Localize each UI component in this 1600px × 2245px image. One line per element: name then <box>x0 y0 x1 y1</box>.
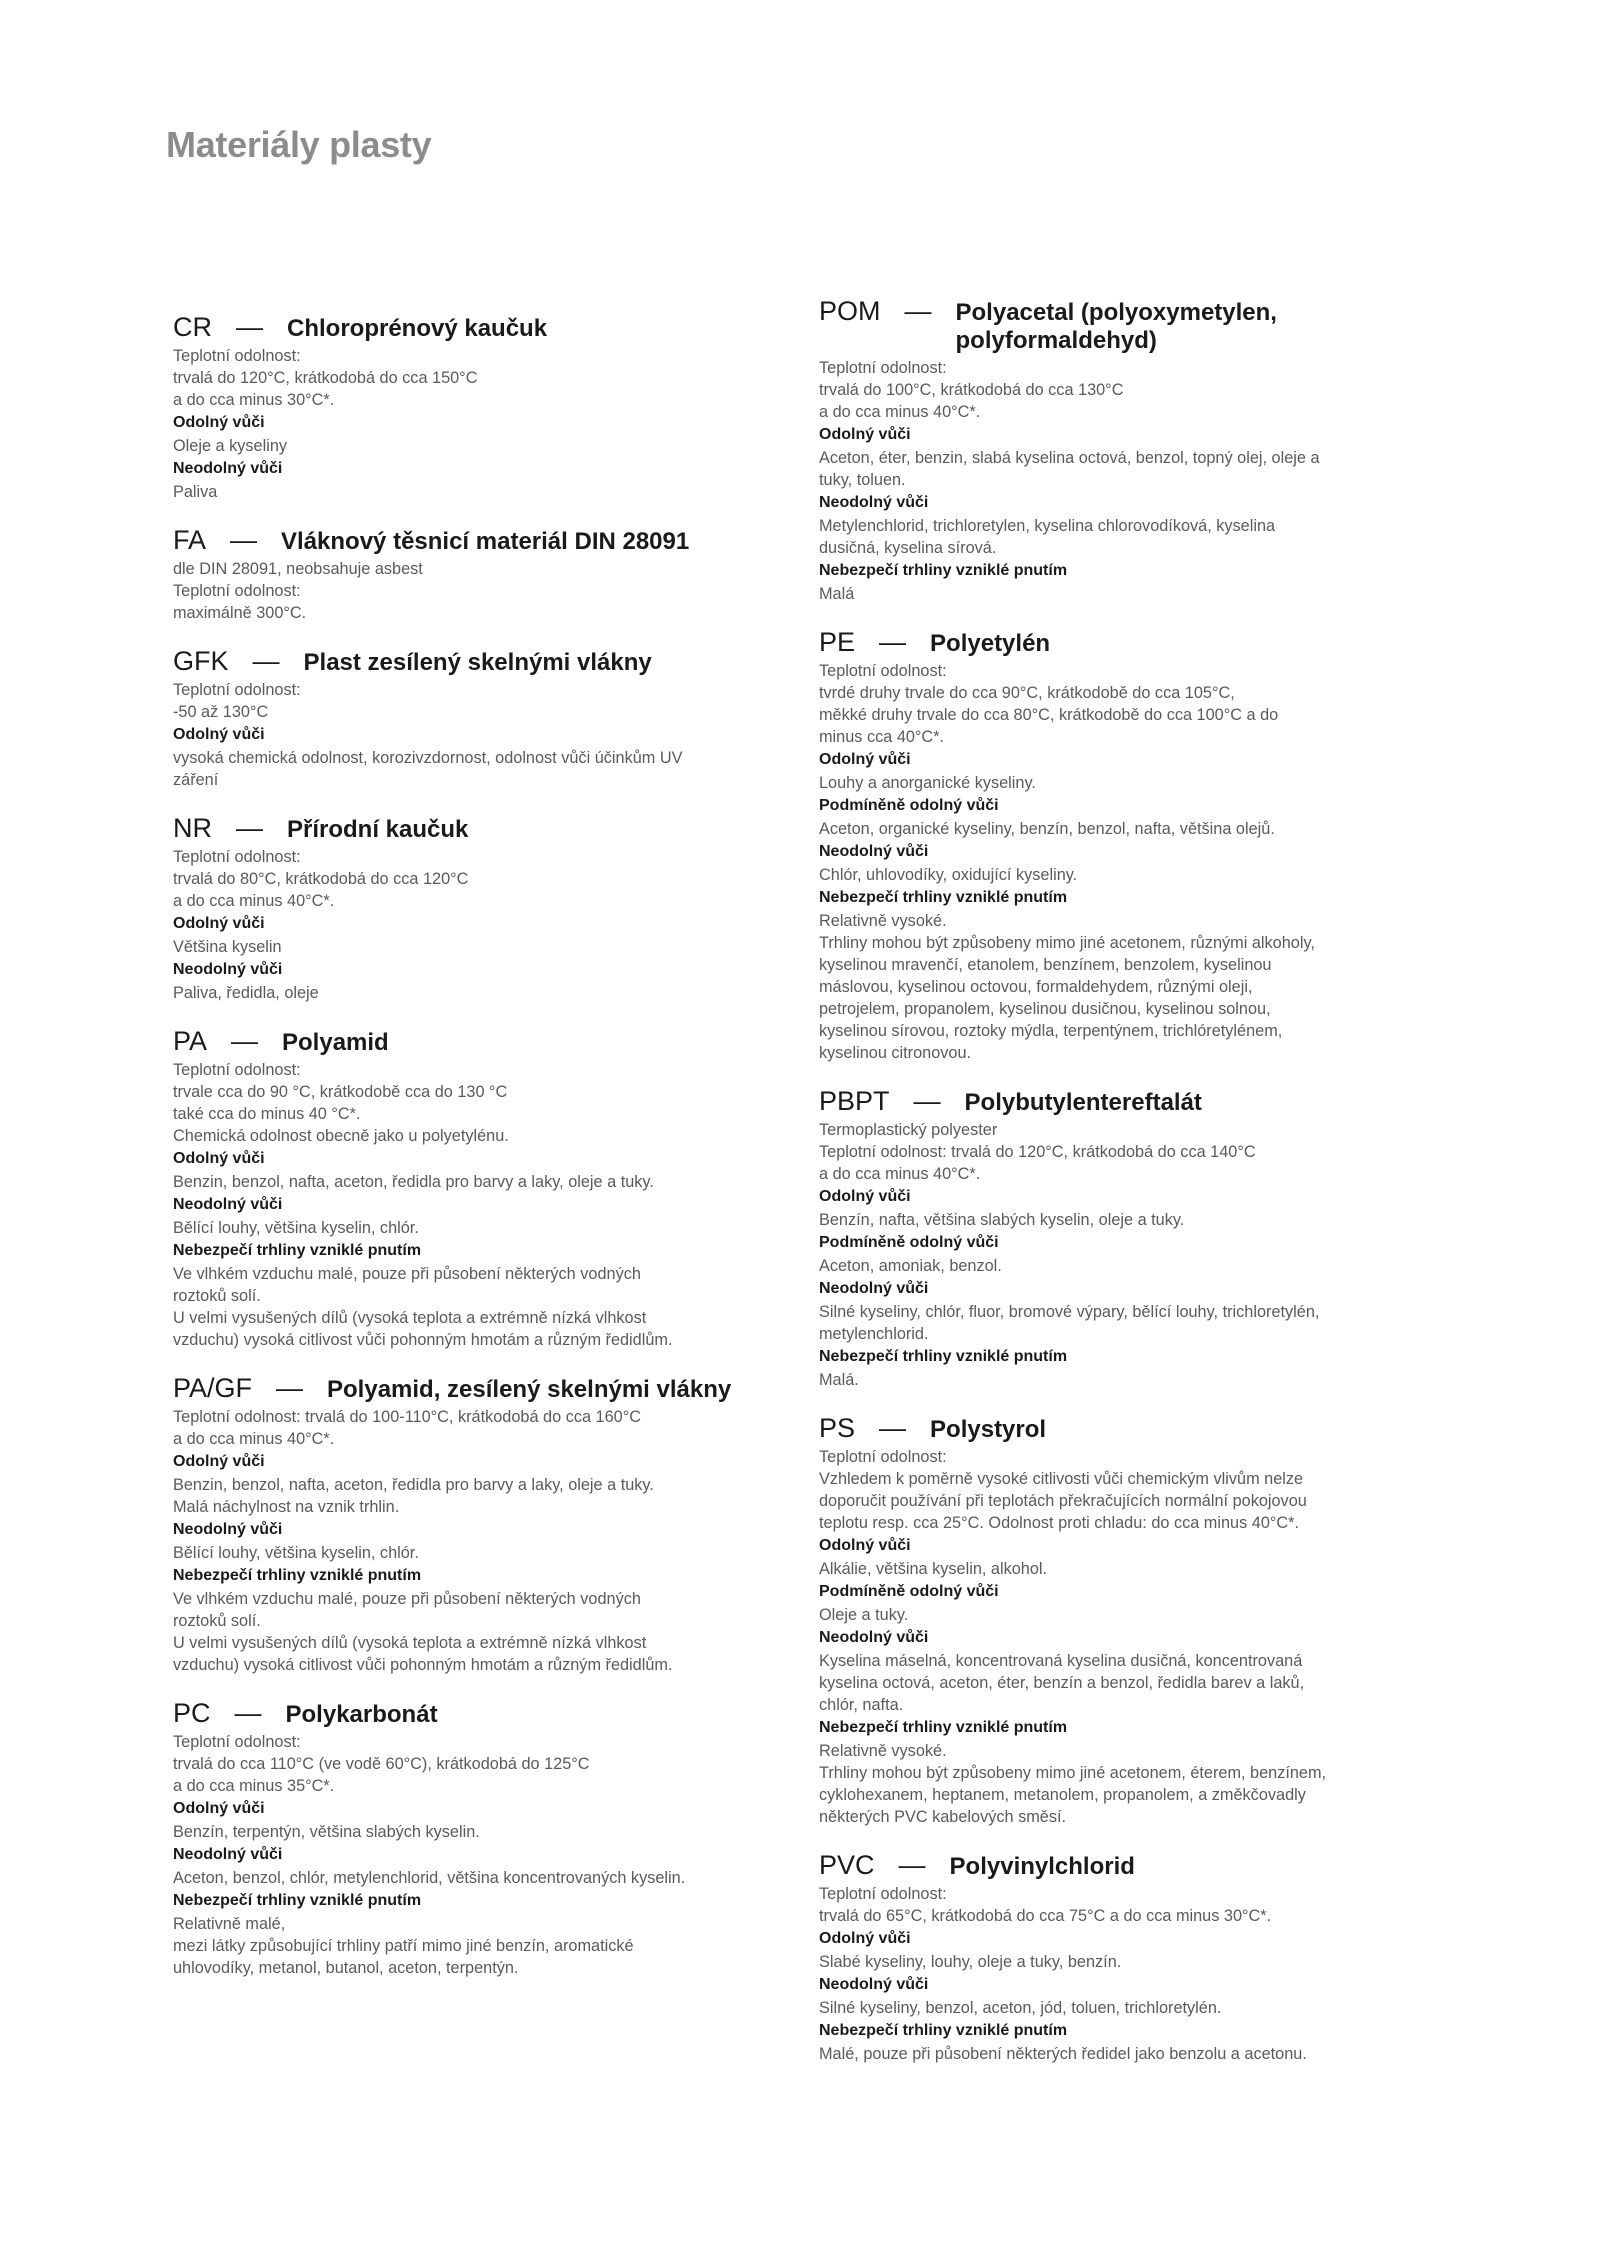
property-text: Benzín, terpentýn, většina slabých kyselin. <box>173 1823 480 1841</box>
heading-dash: — <box>252 646 280 676</box>
page-title: Materiály plasty <box>166 124 432 165</box>
property-text: Paliva <box>173 483 218 501</box>
property-label: Nebezpečí trhliny vzniklé pnutím <box>819 889 1068 906</box>
material-section-fa <box>173 525 793 624</box>
property-label: Neodolný vůči <box>819 494 929 511</box>
property-text: cyklohexanem, heptanem, metanolem, propanolem, a změkčovadly <box>819 1786 1306 1804</box>
property-text: mezi látky způsobující trhliny patří mimo jiné benzín, aromatické <box>173 1937 634 1955</box>
property-text: vzduchu) vysoká citlivost vůči pohonným hmotám a různým ředidlům. <box>173 1656 673 1674</box>
property-text: Teplotní odolnost: <box>819 359 947 377</box>
property-label: Nebezpečí trhliny vzniklé pnutím <box>819 1719 1068 1736</box>
property-label: Odolný vůči <box>819 1188 911 1205</box>
property-text: Termoplastický polyester <box>819 1121 998 1139</box>
property-label: Odolný vůči <box>173 1453 265 1470</box>
property-text: Teplotní odolnost: <box>819 662 947 680</box>
material-code: PC <box>173 1698 211 1728</box>
material-heading <box>173 1698 793 1729</box>
material-section-pbpt <box>819 1086 1429 1391</box>
heading-dash: — <box>904 296 932 326</box>
material-section-pa <box>173 1026 793 1351</box>
property-label: Podmíněně odolný vůči <box>819 797 999 814</box>
left-column <box>173 312 793 2001</box>
material-name: Chloroprénový kaučuk <box>287 315 548 342</box>
property-text: záření <box>173 771 219 789</box>
material-section-pe <box>819 627 1429 1064</box>
material-heading <box>173 813 793 844</box>
property-text: U velmi vysušených dílů (vysoká teplota a extrémně nízká vlhkost <box>173 1634 647 1652</box>
property-label: Neodolný vůči <box>173 1846 283 1863</box>
material-code: PBPT <box>819 1086 890 1116</box>
property-text: Aceton, organické kyseliny, benzín, benzol, nafta, většina olejů. <box>819 820 1275 838</box>
property-label: Odolný vůči <box>819 751 911 768</box>
property-text: metylenchlorid. <box>819 1325 929 1343</box>
property-text: Teplotní odolnost: trvalá do 120°C, krátkodobá do cca 140°C <box>819 1143 1256 1161</box>
material-code: PA/GF <box>173 1373 253 1403</box>
property-text: a do cca minus 40°C*. <box>819 1165 981 1183</box>
material-heading <box>173 312 793 343</box>
property-label: Nebezpečí trhliny vzniklé pnutím <box>819 562 1068 579</box>
material-heading <box>173 646 793 677</box>
property-text: Teplotní odolnost: <box>173 1733 301 1751</box>
material-code: NR <box>173 813 212 843</box>
property-text: kyselinou mravenčí, etanolem, benzínem, benzolem, kyselinou <box>819 956 1272 974</box>
property-text: trvalá do 120°C, krátkodobá do cca 150°C <box>173 369 478 387</box>
material-code: POM <box>819 296 881 326</box>
property-text: Malá <box>819 585 855 603</box>
property-label: Nebezpečí trhliny vzniklé pnutím <box>819 1348 1068 1365</box>
property-text: uhlovodíky, metanol, butanol, aceton, terpentýn. <box>173 1959 519 1977</box>
property-label: Odolný vůči <box>173 915 265 932</box>
property-text: Vzhledem k poměrně vysoké citlivosti vůči chemickým vlivům nelze <box>819 1470 1304 1488</box>
property-text: Benzín, nafta, většina slabých kyselin, oleje a tuky. <box>819 1211 1185 1229</box>
property-text: a do cca minus 35°C*. <box>173 1777 335 1795</box>
heading-dash: — <box>879 627 907 657</box>
property-text: Oleje a kyseliny <box>173 437 288 455</box>
material-section-pc <box>173 1698 793 1979</box>
material-name: Polystyrol <box>930 1416 1047 1443</box>
material-code: FA <box>173 525 207 555</box>
property-label: Odolný vůči <box>173 1800 265 1817</box>
material-heading <box>819 627 1429 658</box>
material-heading <box>819 1086 1429 1117</box>
property-text: Aceton, éter, benzin, slabá kyselina octová, benzol, topný olej, oleje a <box>819 449 1320 467</box>
property-text: a do cca minus 40°C*. <box>173 892 335 910</box>
property-text: Ve vlhkém vzduchu malé, pouze při působení některých vodných <box>173 1590 641 1608</box>
material-name: Plast zesílený skelnými vlákny <box>303 649 652 676</box>
material-heading <box>173 1026 793 1057</box>
property-text: Kyselina máselná, koncentrovaná kyselina dusičná, koncentrovaná <box>819 1652 1303 1670</box>
material-name: Vláknový těsnicí materiál DIN 28091 <box>281 528 690 555</box>
property-text: trvalá do cca 110°C (ve vodě 60°C), krátkodobá do 125°C <box>173 1755 590 1773</box>
material-name: Polyamid, zesílený skelnými vlákny <box>327 1376 732 1403</box>
property-text: roztoků solí. <box>173 1287 261 1305</box>
property-text: Metylenchlorid, trichloretylen, kyselina chlorovodíková, kyselina <box>819 517 1276 535</box>
property-text: petrojelem, propanolem, kyselinou dusičnou, kyselinou solnou, <box>819 1000 1271 1018</box>
material-code: CR <box>173 312 212 342</box>
material-section-pvc <box>819 1850 1429 2065</box>
property-label: Podmíněně odolný vůči <box>819 1234 999 1251</box>
property-text: kyselinou citronovou. <box>819 1044 972 1062</box>
property-text: trvale cca do 90 °C, krátkodobě cca do 130 °C <box>173 1083 508 1101</box>
property-label: Odolný vůči <box>173 414 265 431</box>
material-name: Polybutylentereftalát <box>964 1089 1202 1116</box>
property-text: Teplotní odolnost: <box>819 1885 947 1903</box>
material-code: PE <box>819 627 856 657</box>
property-text: Alkálie, většina kyselin, alkohol. <box>819 1560 1048 1578</box>
material-heading <box>819 1413 1429 1444</box>
property-text: Aceton, benzol, chlór, metylenchlorid, většina koncentrovaných kyselin. <box>173 1869 686 1887</box>
property-text: Malé, pouze při působení některých ředidel jako benzolu a acetonu. <box>819 2045 1307 2063</box>
property-text: Teplotní odolnost: <box>173 347 301 365</box>
heading-dash: — <box>879 1413 907 1443</box>
property-text: Teplotní odolnost: <box>173 681 301 699</box>
property-text: Louhy a anorganické kyseliny. <box>819 774 1036 792</box>
property-label: Neodolný vůči <box>173 1521 283 1538</box>
property-label: Odolný vůči <box>819 1537 911 1554</box>
material-section-gfk <box>173 646 793 791</box>
material-code: PVC <box>819 1850 875 1880</box>
heading-dash: — <box>234 1698 262 1728</box>
material-heading <box>173 1373 793 1404</box>
property-text: Trhliny mohou být způsobeny mimo jiné acetonem, různými alkoholy, <box>819 934 1315 952</box>
property-text: Ve vlhkém vzduchu malé, pouze při působení některých vodných <box>173 1265 641 1283</box>
material-name: Polyamid <box>282 1029 389 1056</box>
material-heading <box>173 525 793 556</box>
property-text: tvrdé druhy trvale do cca 90°C, krátkodobě do cca 105°C, <box>819 684 1235 702</box>
material-name: Polyvinylchlorid <box>949 1853 1135 1880</box>
property-text: a do cca minus 30°C*. <box>173 391 335 409</box>
property-text: Teplotní odolnost: <box>173 582 301 600</box>
property-text: vysoká chemická odolnost, korozivzdornost, odolnost vůči účinkům UV <box>173 749 683 767</box>
property-text: -50 až 130°C <box>173 703 269 721</box>
heading-dash: — <box>236 813 263 843</box>
heading-dash: — <box>898 1850 926 1880</box>
property-text: trvalá do 65°C, krátkodobá do cca 75°C a do cca minus 30°C*. <box>819 1907 1272 1925</box>
property-text: Většina kyselin <box>173 938 282 956</box>
property-text: Malá. <box>819 1371 859 1389</box>
property-text: Relativně vysoké. <box>819 1742 947 1760</box>
property-text: Bělící louhy, většina kyselin, chlór. <box>173 1219 419 1237</box>
property-text: Silné kyseliny, benzol, aceton, jód, toluen, trichloretylén. <box>819 1999 1222 2017</box>
property-text: trvalá do 80°C, krátkodobá do cca 120°C <box>173 870 469 888</box>
property-label: Neodolný vůči <box>819 1976 929 1993</box>
property-label: Odolný vůči <box>173 1150 265 1167</box>
property-text: některých PVC kabelových směsí. <box>819 1808 1067 1826</box>
property-text: měkké druhy trvale do cca 80°C, krátkodobě do cca 100°C a do <box>819 706 1279 724</box>
property-label: Neodolný vůči <box>173 961 283 978</box>
property-label: Nebezpečí trhliny vzniklé pnutím <box>819 2022 1068 2039</box>
property-text: teplotu resp. cca 25°C. Odolnost proti chladu: do cca minus 40°C*. <box>819 1514 1300 1532</box>
property-text: a do cca minus 40°C*. <box>819 403 981 421</box>
property-text: Teplotní odolnost: <box>173 1061 301 1079</box>
property-label: Odolný vůči <box>173 726 265 743</box>
property-text: doporučit používání při teplotách překračujících normální pokojovou <box>819 1492 1307 1510</box>
property-text: tuky, toluen. <box>819 471 906 489</box>
property-text: Silné kyseliny, chlór, fluor, bromové výpary, bělící louhy, trichloretylén, <box>819 1303 1320 1321</box>
material-name: Přírodní kaučuk <box>287 816 469 843</box>
heading-dash: — <box>231 1026 259 1056</box>
material-section-cr <box>173 312 793 503</box>
property-text: také cca do minus 40 °C*. <box>173 1105 361 1123</box>
material-heading <box>819 296 1429 355</box>
property-text: trvalá do 100°C, krátkodobá do cca 130°C <box>819 381 1124 399</box>
property-label: Neodolný vůči <box>819 1280 929 1297</box>
property-text: Teplotní odolnost: <box>173 848 301 866</box>
right-column <box>819 296 1429 2087</box>
material-heading <box>819 1850 1429 1881</box>
property-text: maximálně 300°C. <box>173 604 307 622</box>
material-section-pom <box>819 296 1429 605</box>
property-text: Chemická odolnost obecně jako u polyetylénu. <box>173 1127 509 1145</box>
property-text: Teplotní odolnost: trvalá do 100-110°C, krátkodobá do cca 160°C <box>173 1408 641 1426</box>
property-text: kyselinou sírovou, roztoky mýdla, terpentýnem, trichlóretylénem, <box>819 1022 1283 1040</box>
property-text: kyselina octová, aceton, éter, benzín a benzol, ředidla barev a laků, <box>819 1674 1305 1692</box>
property-text: chlór, nafta. <box>819 1696 904 1714</box>
heading-dash: — <box>913 1086 941 1116</box>
property-text: dusičná, kyselina sírová. <box>819 539 997 557</box>
property-text: vzduchu) vysoká citlivost vůči pohonným hmotám a různým ředidlům. <box>173 1331 673 1349</box>
property-label: Nebezpečí trhliny vzniklé pnutím <box>173 1567 422 1584</box>
heading-dash: — <box>236 312 263 342</box>
material-section-nr <box>173 813 793 1004</box>
property-text: Oleje a tuky. <box>819 1606 909 1624</box>
material-code: PA <box>173 1026 208 1056</box>
property-text: Bělící louhy, většina kyselin, chlór. <box>173 1544 419 1562</box>
property-text: Malá náchylnost na vznik trhlin. <box>173 1498 400 1516</box>
property-text: máslovou, kyselinou octovou, formaldehydem, různými oleji, <box>819 978 1253 996</box>
property-text: Benzin, benzol, nafta, aceton, ředidla pro barvy a laky, oleje a tuky. <box>173 1476 654 1494</box>
property-label: Odolný vůči <box>819 1930 911 1947</box>
property-text: Trhliny mohou být způsobeny mimo jiné acetonem, éterem, benzínem, <box>819 1764 1327 1782</box>
material-name: Polykarbonát <box>285 1701 438 1728</box>
material-code: PS <box>819 1413 856 1443</box>
property-text: Aceton, amoniak, benzol. <box>819 1257 1002 1275</box>
property-text: Relativně malé, <box>173 1915 286 1933</box>
property-label: Neodolný vůči <box>173 460 283 477</box>
property-text: a do cca minus 40°C*. <box>173 1430 335 1448</box>
property-text: minus cca 40°C*. <box>819 728 945 746</box>
material-section-ps <box>819 1413 1429 1828</box>
property-text: dle DIN 28091, neobsahuje asbest <box>173 560 423 578</box>
property-label: Nebezpečí trhliny vzniklé pnutím <box>173 1892 422 1909</box>
property-label: Odolný vůči <box>819 426 911 443</box>
property-text: Chlór, uhlovodíky, oxidující kyseliny. <box>819 866 1078 884</box>
property-label: Neodolný vůči <box>819 843 929 860</box>
property-text: Paliva, ředidla, oleje <box>173 984 319 1002</box>
heading-dash: — <box>230 525 258 555</box>
property-text: Slabé kyseliny, louhy, oleje a tuky, benzín. <box>819 1953 1122 1971</box>
material-code: GFK <box>173 646 229 676</box>
material-name: Polyetylén <box>930 630 1051 657</box>
heading-dash: — <box>276 1373 304 1403</box>
material-section-pa-gf <box>173 1373 793 1676</box>
property-text: Relativně vysoké. <box>819 912 947 930</box>
property-label: Neodolný vůči <box>819 1629 929 1646</box>
property-text: U velmi vysušených dílů (vysoká teplota a extrémně nízká vlhkost <box>173 1309 647 1327</box>
property-label: Podmíněně odolný vůči <box>819 1583 999 1600</box>
property-text: roztoků solí. <box>173 1612 261 1630</box>
material-name: Polyacetal (polyoxymetylen, polyformaldehyd) <box>955 299 1277 354</box>
property-text: Teplotní odolnost: <box>819 1448 947 1466</box>
property-label: Nebezpečí trhliny vzniklé pnutím <box>173 1242 422 1259</box>
property-text: Benzin, benzol, nafta, aceton, ředidla pro barvy a laky, oleje a tuky. <box>173 1173 654 1191</box>
property-label: Neodolný vůči <box>173 1196 283 1213</box>
